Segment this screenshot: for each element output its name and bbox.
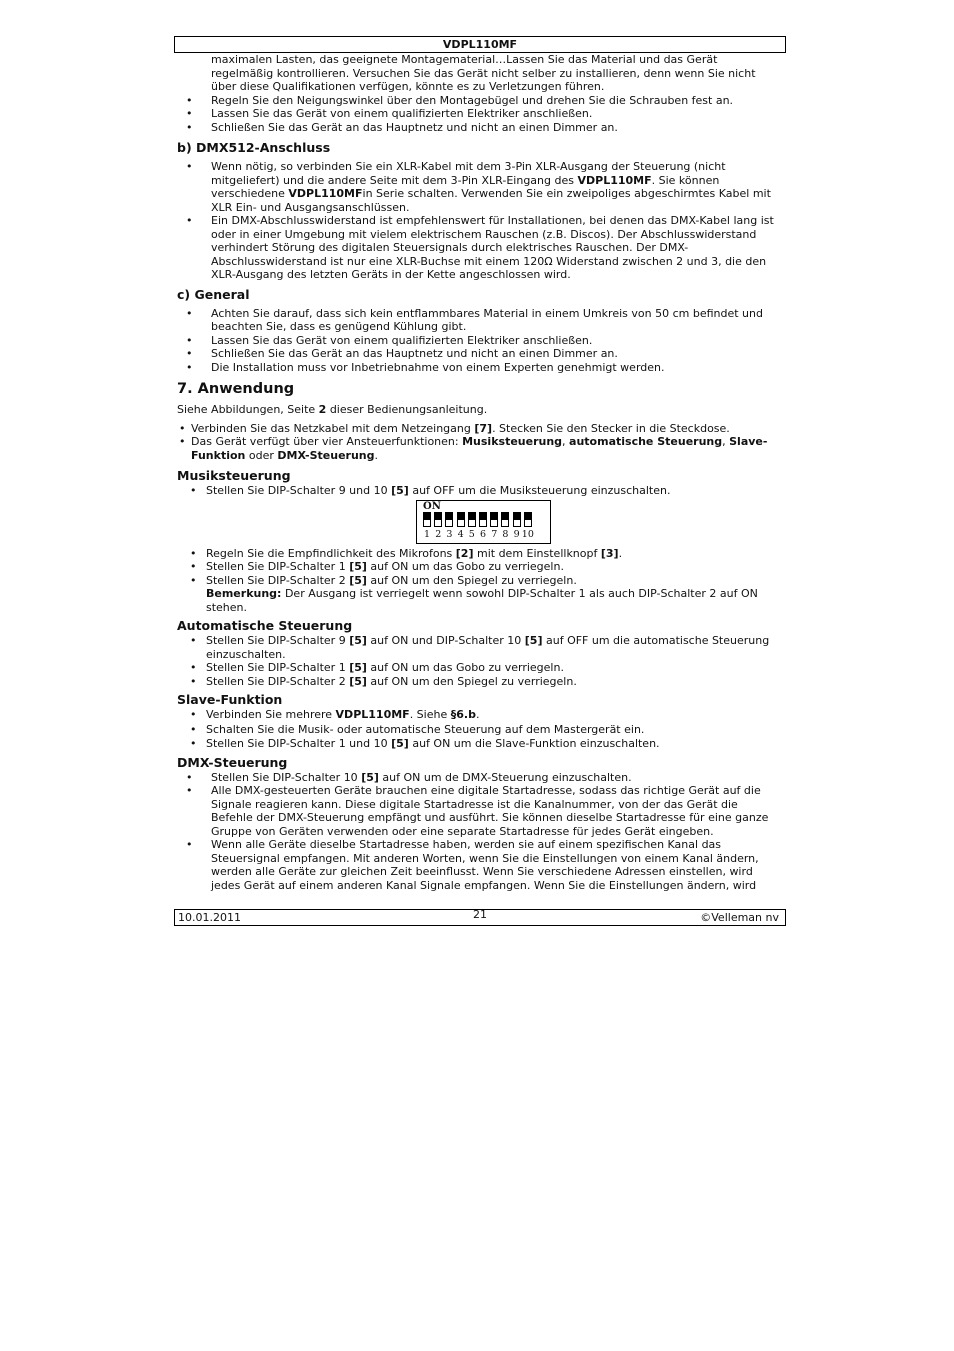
list-item: • Lassen Sie das Gerät von einem qualifizierten Elektriker anschließen. <box>177 107 777 121</box>
dip-number-2: 2 <box>435 528 442 540</box>
dip-number-5: 5 <box>468 528 475 540</box>
list-item: • Schließen Sie das Gerät an das Hauptnetz und nicht an einen Dimmer an. <box>177 347 777 361</box>
dmx512-list <box>177 160 777 282</box>
list-item: • Stellen Sie DIP-Schalter 1 und 10 [5] auf ON um die Slave-Funktion einzuschalten. <box>177 737 777 751</box>
dmxst-list <box>177 771 777 893</box>
list-item: • Verbinden Sie mehrere VDPL110MF. Siehe §6.b. <box>177 708 777 722</box>
section-heading-dmx-steuerung: DMX-Steuerung <box>177 754 288 770</box>
note-label: Bemerkung: <box>206 587 282 600</box>
footer-page-number: 21 <box>473 908 487 921</box>
list-item: • Schalten Sie die Musik- oder automatische Steuerung auf dem Mastergerät ein. <box>177 723 777 737</box>
note-text: Der Ausgang ist verriegelt wenn sowohl DIP-Schalter 1 als auch DIP-Schalter 2 auf ON stehen. <box>206 587 758 614</box>
slave-list <box>177 708 777 751</box>
dip-switch-4 <box>457 512 465 527</box>
dip-switch-10 <box>524 512 532 527</box>
dip-switch-7 <box>490 512 498 527</box>
page-footer <box>174 909 786 926</box>
list-item: • Das Gerät verfügt über vier Ansteuerfunktionen: Musiksteuerung, automatische Steuerung, Slave-Funktion oder DMX-Steuerung. <box>177 435 777 462</box>
list-item: • Stellen Sie DIP-Schalter 9 [5] auf ON und DIP-Schalter 10 [5] auf OFF um die automatische Steuerung einzuschalten. <box>177 634 777 661</box>
dip-switch-1 <box>423 512 431 527</box>
dip-number-1: 1 <box>424 528 431 540</box>
dip-number-6: 6 <box>480 528 487 540</box>
dip-switch-diagram <box>416 500 551 544</box>
list-item: • Wenn alle Geräte dieselbe Startadresse haben, werden sie auf einem spezifischen Kanal das Steuersignal empfangen. Mit anderen Worten, wenn Sie die Einstellungen von einem Kanal ändern, werden alle Geräte zur gleichen Zeit beeinflusst. Wenn Sie verschiedene Adressen einstellen, wird jedes Gerät auf einem anderen Kanal Signale empfangen. Wenn Sie die Einstellungen ändern, wird <box>177 838 777 892</box>
list-item: • Stellen Sie DIP-Schalter 10 [5] auf ON um de DMX-Steuerung einzuschalten. <box>177 771 777 785</box>
list-item: • Stellen Sie DIP-Schalter 2 [5] auf ON um den Spiegel zu verriegeln. <box>177 675 777 689</box>
intro-list <box>177 94 777 135</box>
section-heading-slave-funktion: Slave-Funktion <box>177 692 283 707</box>
list-item: • Lassen Sie das Gerät von einem qualifizierten Elektriker anschließen. <box>177 334 777 348</box>
section-heading-dmx512: b) DMX512-Anschluss <box>177 140 331 155</box>
dip-switch-8 <box>501 512 509 527</box>
list-item: • Stellen Sie DIP-Schalter 9 und 10 [5] auf OFF um die Musiksteuerung einzuschalten. <box>177 484 777 498</box>
list-item: • Wenn nötig, so verbinden Sie ein XLR-Kabel mit dem 3-Pin XLR-Ausgang der Steuerung (nicht mitgeliefert) und die andere Seite mit dem 3-Pin XLR-Eingang des VDPL110MF. Sie können verschiedene VDPL110MFin Serie schalten. Verwenden Sie ein zweipoliges abgeschirmtes Kabel mit XLR Ein- und Ausgangsanschlüssen. <box>177 160 777 214</box>
list-item: • Alle DMX-gesteuerten Geräte brauchen eine digitale Startadresse, sodass das richtige Gerät auf die Signale reagieren kann. Diese digitale Startadresse ist die Kanalnummer, von der das Gerät die Befehle der DMX-Steuerung empfängt und ausführt. Sie können dieselbe Startadresse für eine ganze Gruppe von Geräten verwenden oder eine separate Startadresse für jedes Gerät eingeben. <box>177 784 777 838</box>
dip-number-4: 4 <box>457 528 464 540</box>
dip-number-10: 10 <box>521 528 534 540</box>
list-item: • Stellen Sie DIP-Schalter 1 [5] auf ON um das Gobo zu verriegeln. <box>177 661 777 675</box>
dip-switch-9 <box>513 512 521 527</box>
section-heading-musiksteuerung: Musiksteuerung <box>177 468 291 483</box>
list-item: • Ein DMX-Abschlusswiderstand ist empfehlenswert für Installationen, bei denen das DMX-Kabel lang ist oder in einer Umgebung mit vielem elektrischem Rauschen (z.B. Discos). Der Abschlusswiderstand verhindert Störung des digitalen Steuersignals durch elektrisches Rauschen. Der DMX-Abschlusswiderstand ist nur eine XLR-Buchse mit einem 120Ω Widerstand zwischen 2 und 3, die den XLR-Ausgang des letzten Geräts in der Kette angeschlossen wird. <box>177 214 777 282</box>
list-item: • Achten Sie darauf, dass sich kein entflammbares Material in einem Umkreis von 50 cm befindet und beachten Sie, dass es genügend Kühlung gibt. <box>177 307 777 334</box>
musik-list-b <box>177 547 777 615</box>
dip-number-9: 9 <box>513 528 520 540</box>
list-item: • Schließen Sie das Gerät an das Hauptnetz und nicht an einen Dimmer an. <box>177 121 777 135</box>
dip-switch-6 <box>479 512 487 527</box>
auto-list <box>177 634 777 688</box>
intro-continuation: maximalen Lasten, das geeignete Montagematerial…Lassen Sie das Material und das Gerät regelmäßig kontrollieren. Versuchen Sie das Gerät nicht selber zu installieren, denn wenn Sie nicht über diese Qualifikationen verfügen, könnte es zu Verletzungen führen. <box>211 53 756 93</box>
page-content <box>177 53 777 892</box>
dip-number-8: 8 <box>502 528 509 540</box>
header-title: VDPL110MF <box>442 38 518 51</box>
dip-switch-5 <box>468 512 476 527</box>
footer-date: 10.01.2011 <box>178 911 241 924</box>
dip-number-3: 3 <box>446 528 453 540</box>
anwendung-intro: Siehe Abbildungen, Seite 2 dieser Bedienungsanleitung. <box>177 403 488 416</box>
anwendung-list <box>177 422 777 463</box>
dip-switch-2 <box>434 512 442 527</box>
musik-list-a <box>177 484 777 498</box>
section-heading-general: c) General <box>177 286 250 302</box>
dip-switch-3 <box>445 512 453 527</box>
list-item: • Regeln Sie den Neigungswinkel über den Montagebügel und drehen Sie die Schrauben fest an. <box>177 94 777 108</box>
dip-on-label: ON <box>423 500 441 512</box>
footer-copyright: ©Velleman nv <box>700 911 779 924</box>
dip-number-7: 7 <box>491 528 498 540</box>
general-list <box>177 307 777 375</box>
list-item: • Verbinden Sie das Netzkabel mit dem Netzeingang [7]. Stecken Sie den Stecker in die Steckdose. <box>177 422 777 436</box>
section-heading-anwendung: 7. Anwendung <box>177 381 295 397</box>
list-item: • Die Installation muss vor Inbetriebnahme von einem Experten genehmigt werden. <box>177 361 777 375</box>
page-header <box>174 36 786 53</box>
list-item: • Regeln Sie die Empfindlichkeit des Mikrofons [2] mit dem Einstellknopf [3]. <box>177 547 777 561</box>
list-item: • Stellen Sie DIP-Schalter 2 [5] auf ON um den Spiegel zu verriegeln. Bemerkung: Der Ausgang ist verriegelt wenn sowohl DIP-Schalter 1 als auch DIP-Schalter 2 auf ON stehen. <box>177 574 777 615</box>
section-heading-automatische-steuerung: Automatische Steuerung <box>177 618 353 633</box>
list-item: • Stellen Sie DIP-Schalter 1 [5] auf ON um das Gobo zu verriegeln. <box>177 560 777 574</box>
